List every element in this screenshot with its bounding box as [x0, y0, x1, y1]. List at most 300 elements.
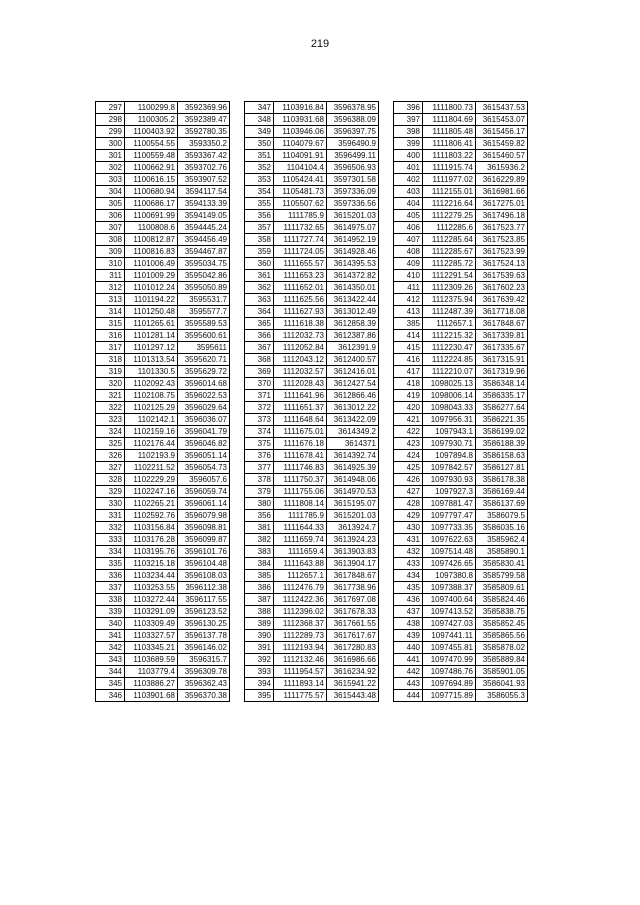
point-id-cell: 379	[245, 486, 274, 498]
y-coordinate-cell: 3597301.58	[327, 174, 379, 186]
y-coordinate-cell: 3586127.81	[476, 462, 528, 474]
y-coordinate-cell: 3585878.02	[476, 642, 528, 654]
x-coordinate-cell: 1105424.41	[274, 174, 327, 186]
point-id-cell: 345	[96, 678, 125, 690]
table-row	[96, 450, 230, 462]
y-coordinate-cell: 3617524.13	[476, 258, 528, 270]
x-coordinate-cell: 1111676.18	[274, 438, 327, 450]
y-coordinate-cell: 3595050.89	[178, 282, 230, 294]
table-row	[394, 234, 528, 246]
point-id-cell: 304	[96, 186, 125, 198]
y-coordinate-cell: 3617718.08	[476, 306, 528, 318]
x-coordinate-cell: 1097894.8	[423, 450, 476, 462]
table-row	[96, 354, 230, 366]
point-id-cell: 317	[96, 342, 125, 354]
x-coordinate-cell: 1097380.8	[423, 570, 476, 582]
point-id-cell: 397	[394, 114, 423, 126]
point-id-cell: 378	[245, 474, 274, 486]
y-coordinate-cell: 3617848.67	[327, 570, 379, 582]
table-row	[394, 666, 528, 678]
y-coordinate-cell: 3586335.17	[476, 390, 528, 402]
x-coordinate-cell: 1104104.4	[274, 162, 327, 174]
x-coordinate-cell: 1103779.4	[125, 666, 178, 678]
table-row	[96, 102, 230, 114]
point-id-cell: 316	[96, 330, 125, 342]
point-id-cell: 416	[394, 354, 423, 366]
table-row	[394, 690, 528, 702]
x-coordinate-cell: 1100299.8	[125, 102, 178, 114]
y-coordinate-cell: 3586055.3	[476, 690, 528, 702]
x-coordinate-cell: 1103345.21	[125, 642, 178, 654]
point-id-cell: 354	[245, 186, 274, 198]
coordinate-table-2	[244, 101, 379, 702]
table-row	[245, 414, 379, 426]
x-coordinate-cell: 1111893.14	[274, 678, 327, 690]
table-row	[394, 102, 528, 114]
point-id-cell: 321	[96, 390, 125, 402]
point-id-cell: 403	[394, 186, 423, 198]
y-coordinate-cell: 3596041.79	[178, 426, 230, 438]
y-coordinate-cell: 3613012.22	[327, 402, 379, 414]
coordinate-table-3	[393, 101, 528, 702]
table-row	[245, 618, 379, 630]
table-row	[245, 294, 379, 306]
point-id-cell: 356	[245, 210, 274, 222]
x-coordinate-cell: 1111800.73	[423, 102, 476, 114]
y-coordinate-cell: 3616234.92	[327, 666, 379, 678]
point-id-cell: 368	[245, 354, 274, 366]
table-row	[96, 174, 230, 186]
x-coordinate-cell: 1111627.93	[274, 306, 327, 318]
table-row	[394, 630, 528, 642]
y-coordinate-cell: 3586188.39	[476, 438, 528, 450]
table-row	[394, 654, 528, 666]
table-row	[96, 114, 230, 126]
y-coordinate-cell: 3617523.99	[476, 246, 528, 258]
x-coordinate-cell: 1111655.57	[274, 258, 327, 270]
table-row	[96, 486, 230, 498]
table-row	[394, 174, 528, 186]
table-row	[96, 606, 230, 618]
x-coordinate-cell: 1112368.37	[274, 618, 327, 630]
y-coordinate-cell: 3613012.49	[327, 306, 379, 318]
x-coordinate-cell: 1103156.84	[125, 522, 178, 534]
x-coordinate-cell: 1100403.92	[125, 126, 178, 138]
x-coordinate-cell: 1103234.44	[125, 570, 178, 582]
x-coordinate-cell: 1112309.26	[423, 282, 476, 294]
x-coordinate-cell: 1100662.91	[125, 162, 178, 174]
y-coordinate-cell: 3612400.57	[327, 354, 379, 366]
y-coordinate-cell: 3617280.83	[327, 642, 379, 654]
point-id-cell: 377	[245, 462, 274, 474]
point-id-cell: 349	[245, 126, 274, 138]
table-row	[96, 306, 230, 318]
table-row	[96, 258, 230, 270]
point-id-cell: 385	[394, 318, 423, 330]
y-coordinate-cell: 3617319.96	[476, 366, 528, 378]
point-id-cell: 337	[96, 582, 125, 594]
table-row	[394, 186, 528, 198]
point-id-cell: 419	[394, 390, 423, 402]
point-id-cell: 328	[96, 474, 125, 486]
x-coordinate-cell: 1102125.29	[125, 402, 178, 414]
point-id-cell: 322	[96, 402, 125, 414]
point-id-cell: 439	[394, 630, 423, 642]
table-row	[394, 510, 528, 522]
x-coordinate-cell: 1103215.18	[125, 558, 178, 570]
point-id-cell: 407	[394, 234, 423, 246]
point-id-cell: 332	[96, 522, 125, 534]
x-coordinate-cell: 1111785.9	[274, 510, 327, 522]
x-coordinate-cell: 1098006.14	[423, 390, 476, 402]
x-coordinate-cell: 1104091.91	[274, 150, 327, 162]
table-row	[394, 498, 528, 510]
table-row	[245, 486, 379, 498]
table-row	[394, 606, 528, 618]
table-row	[96, 186, 230, 198]
point-id-cell: 369	[245, 366, 274, 378]
table-row	[245, 510, 379, 522]
y-coordinate-cell: 3615459.82	[476, 138, 528, 150]
table-row	[394, 138, 528, 150]
point-id-cell: 405	[394, 210, 423, 222]
x-coordinate-cell: 1112230.47	[423, 342, 476, 354]
y-coordinate-cell: 3586079.5	[476, 510, 528, 522]
point-id-cell: 396	[394, 102, 423, 114]
y-coordinate-cell: 3617602.23	[476, 282, 528, 294]
x-coordinate-cell: 1111618.38	[274, 318, 327, 330]
x-coordinate-cell: 1100305.2	[125, 114, 178, 126]
point-id-cell: 401	[394, 162, 423, 174]
x-coordinate-cell: 1097927.3	[423, 486, 476, 498]
y-coordinate-cell: 3585852.45	[476, 618, 528, 630]
x-coordinate-cell: 1112285.6	[423, 222, 476, 234]
point-id-cell: 440	[394, 642, 423, 654]
y-coordinate-cell: 3614349.2	[327, 426, 379, 438]
x-coordinate-cell: 1111648.64	[274, 414, 327, 426]
y-coordinate-cell: 3596362.43	[178, 678, 230, 690]
y-coordinate-cell: 3614948.06	[327, 474, 379, 486]
table-row	[394, 534, 528, 546]
table-row	[245, 654, 379, 666]
y-coordinate-cell: 3613422.44	[327, 294, 379, 306]
table-row	[245, 570, 379, 582]
x-coordinate-cell: 1100691.99	[125, 210, 178, 222]
x-coordinate-cell: 1102193.9	[125, 450, 178, 462]
x-coordinate-cell: 1102592.76	[125, 510, 178, 522]
point-id-cell: 423	[394, 438, 423, 450]
point-id-cell: 297	[96, 102, 125, 114]
table-row	[245, 462, 379, 474]
x-coordinate-cell: 1103946.06	[274, 126, 327, 138]
x-coordinate-cell: 1112155.01	[423, 186, 476, 198]
point-id-cell: 334	[96, 546, 125, 558]
table-row	[394, 354, 528, 366]
x-coordinate-cell: 1103886.27	[125, 678, 178, 690]
x-coordinate-cell: 1097930.71	[423, 438, 476, 450]
x-coordinate-cell: 1112279.25	[423, 210, 476, 222]
table-row	[394, 438, 528, 450]
y-coordinate-cell: 3615453.07	[476, 114, 528, 126]
y-coordinate-cell: 3617639.42	[476, 294, 528, 306]
y-coordinate-cell: 3593350.2	[178, 138, 230, 150]
x-coordinate-cell: 1112043.12	[274, 354, 327, 366]
point-id-cell: 438	[394, 618, 423, 630]
x-coordinate-cell: 1111659.4	[274, 546, 327, 558]
table-row	[245, 558, 379, 570]
y-coordinate-cell: 3593702.76	[178, 162, 230, 174]
table-row	[245, 162, 379, 174]
point-id-cell: 363	[245, 294, 274, 306]
y-coordinate-cell: 3615456.17	[476, 126, 528, 138]
y-coordinate-cell: 3613903.83	[327, 546, 379, 558]
y-coordinate-cell: 3617523.77	[476, 222, 528, 234]
table-row	[96, 666, 230, 678]
y-coordinate-cell: 3612391.9	[327, 342, 379, 354]
x-coordinate-cell: 1101009.29	[125, 270, 178, 282]
y-coordinate-cell: 3617523.85	[476, 234, 528, 246]
y-coordinate-cell: 3594445.24	[178, 222, 230, 234]
y-coordinate-cell: 3586169.44	[476, 486, 528, 498]
point-id-cell: 313	[96, 294, 125, 306]
table-row	[245, 174, 379, 186]
table-row	[394, 126, 528, 138]
y-coordinate-cell: 3596315.7	[178, 654, 230, 666]
x-coordinate-cell: 1112132.46	[274, 654, 327, 666]
x-coordinate-cell: 1102211.52	[125, 462, 178, 474]
x-coordinate-cell: 1102265.21	[125, 498, 178, 510]
y-coordinate-cell: 3613422.09	[327, 414, 379, 426]
point-id-cell: 311	[96, 270, 125, 282]
table-row	[245, 690, 379, 702]
table-row	[245, 186, 379, 198]
y-coordinate-cell: 3596506.93	[327, 162, 379, 174]
point-id-cell: 424	[394, 450, 423, 462]
table-row	[394, 642, 528, 654]
table-row	[96, 270, 230, 282]
point-id-cell: 367	[245, 342, 274, 354]
point-id-cell: 351	[245, 150, 274, 162]
table-row	[245, 606, 379, 618]
point-id-cell: 412	[394, 294, 423, 306]
table-row	[394, 306, 528, 318]
point-id-cell: 432	[394, 546, 423, 558]
coordinate-table-1	[95, 101, 230, 702]
point-id-cell: 323	[96, 414, 125, 426]
y-coordinate-cell: 3595611	[178, 342, 230, 354]
y-coordinate-cell: 3596117.55	[178, 594, 230, 606]
x-coordinate-cell: 1101250.48	[125, 306, 178, 318]
table-row	[96, 426, 230, 438]
point-id-cell: 430	[394, 522, 423, 534]
point-id-cell: 387	[245, 594, 274, 606]
point-id-cell: 404	[394, 198, 423, 210]
point-id-cell: 434	[394, 570, 423, 582]
y-coordinate-cell: 3585962.4	[476, 534, 528, 546]
y-coordinate-cell: 3596054.73	[178, 462, 230, 474]
table-row	[394, 114, 528, 126]
point-id-cell: 374	[245, 426, 274, 438]
table-row	[245, 630, 379, 642]
point-id-cell: 358	[245, 234, 274, 246]
x-coordinate-cell: 1097400.64	[423, 594, 476, 606]
x-coordinate-cell: 1112476.79	[274, 582, 327, 594]
y-coordinate-cell: 3612858.39	[327, 318, 379, 330]
y-coordinate-cell: 3594149.05	[178, 210, 230, 222]
point-id-cell: 344	[96, 666, 125, 678]
table-row	[394, 330, 528, 342]
x-coordinate-cell: 1111755.06	[274, 486, 327, 498]
coordinate-tables	[0, 101, 640, 751]
table-row	[245, 222, 379, 234]
y-coordinate-cell: 3585799.58	[476, 570, 528, 582]
y-coordinate-cell: 3596101.76	[178, 546, 230, 558]
point-id-cell: 329	[96, 486, 125, 498]
x-coordinate-cell: 1103272.44	[125, 594, 178, 606]
table-row	[96, 234, 230, 246]
x-coordinate-cell: 1112285.67	[423, 246, 476, 258]
table-row	[96, 462, 230, 474]
y-coordinate-cell: 3586199.02	[476, 426, 528, 438]
table-row	[394, 594, 528, 606]
y-coordinate-cell: 3586277.64	[476, 402, 528, 414]
table-row	[96, 534, 230, 546]
y-coordinate-cell: 3595042.86	[178, 270, 230, 282]
table-row	[394, 486, 528, 498]
table-row	[245, 282, 379, 294]
point-id-cell: 429	[394, 510, 423, 522]
x-coordinate-cell: 1097930.93	[423, 474, 476, 486]
point-id-cell: 431	[394, 534, 423, 546]
table-row	[394, 546, 528, 558]
x-coordinate-cell: 1111954.57	[274, 666, 327, 678]
table-row	[96, 558, 230, 570]
table-row	[245, 246, 379, 258]
point-id-cell: 356	[245, 510, 274, 522]
y-coordinate-cell: 3617661.55	[327, 618, 379, 630]
table-row	[394, 414, 528, 426]
y-coordinate-cell: 3617678.33	[327, 606, 379, 618]
point-id-cell: 314	[96, 306, 125, 318]
x-coordinate-cell: 1112285.64	[423, 234, 476, 246]
table-row	[394, 582, 528, 594]
y-coordinate-cell: 3594133.39	[178, 198, 230, 210]
table-row	[394, 618, 528, 630]
x-coordinate-cell: 1103291.09	[125, 606, 178, 618]
x-coordinate-cell: 1097715.89	[423, 690, 476, 702]
x-coordinate-cell: 1111732.65	[274, 222, 327, 234]
table-row	[245, 306, 379, 318]
x-coordinate-cell: 1111915.74	[423, 162, 476, 174]
x-coordinate-cell: 1111643.88	[274, 558, 327, 570]
point-id-cell: 399	[394, 138, 423, 150]
point-id-cell: 417	[394, 366, 423, 378]
table-row	[96, 294, 230, 306]
table-row	[394, 342, 528, 354]
point-id-cell: 339	[96, 606, 125, 618]
table-row	[245, 210, 379, 222]
table-row	[245, 378, 379, 390]
table-row	[394, 246, 528, 258]
x-coordinate-cell: 1111808.14	[274, 498, 327, 510]
table-row	[96, 366, 230, 378]
x-coordinate-cell: 1097956.31	[423, 414, 476, 426]
point-id-cell: 362	[245, 282, 274, 294]
table-row	[394, 270, 528, 282]
y-coordinate-cell: 3596029.64	[178, 402, 230, 414]
y-coordinate-cell: 3617697.08	[327, 594, 379, 606]
y-coordinate-cell: 3596051.14	[178, 450, 230, 462]
y-coordinate-cell: 3616981.66	[476, 186, 528, 198]
y-coordinate-cell: 3586041.93	[476, 678, 528, 690]
table-row	[96, 342, 230, 354]
x-coordinate-cell: 1097943.1	[423, 426, 476, 438]
x-coordinate-cell: 1097842.57	[423, 462, 476, 474]
table-row	[96, 210, 230, 222]
x-coordinate-cell: 1112291.54	[423, 270, 476, 282]
point-id-cell: 306	[96, 210, 125, 222]
y-coordinate-cell: 3586221.35	[476, 414, 528, 426]
x-coordinate-cell: 1111746.83	[274, 462, 327, 474]
table-row	[394, 426, 528, 438]
y-coordinate-cell: 3613904.17	[327, 558, 379, 570]
point-id-cell: 364	[245, 306, 274, 318]
x-coordinate-cell: 1101265.61	[125, 318, 178, 330]
x-coordinate-cell: 1100554.55	[125, 138, 178, 150]
y-coordinate-cell: 3596022.53	[178, 390, 230, 402]
y-coordinate-cell: 3586178.38	[476, 474, 528, 486]
point-id-cell: 341	[96, 630, 125, 642]
table-row	[96, 162, 230, 174]
y-coordinate-cell: 3617539.63	[476, 270, 528, 282]
table-row	[96, 678, 230, 690]
table-row	[394, 474, 528, 486]
y-coordinate-cell: 3614350.01	[327, 282, 379, 294]
y-coordinate-cell: 3612416.01	[327, 366, 379, 378]
table-row	[394, 450, 528, 462]
point-id-cell: 395	[245, 690, 274, 702]
x-coordinate-cell: 1111750.37	[274, 474, 327, 486]
y-coordinate-cell: 3596397.75	[327, 126, 379, 138]
x-coordinate-cell: 1097486.76	[423, 666, 476, 678]
table-row	[96, 582, 230, 594]
table-row	[394, 402, 528, 414]
table-row	[96, 150, 230, 162]
y-coordinate-cell: 3596499.11	[327, 150, 379, 162]
y-coordinate-cell: 3596059.74	[178, 486, 230, 498]
x-coordinate-cell: 1097514.48	[423, 546, 476, 558]
point-id-cell: 385	[245, 570, 274, 582]
table-row	[394, 150, 528, 162]
x-coordinate-cell: 1111785.9	[274, 210, 327, 222]
x-coordinate-cell: 1111644.33	[274, 522, 327, 534]
x-coordinate-cell: 1097441.11	[423, 630, 476, 642]
point-id-cell: 380	[245, 498, 274, 510]
point-id-cell: 392	[245, 654, 274, 666]
x-coordinate-cell: 1097797.47	[423, 510, 476, 522]
point-id-cell: 398	[394, 126, 423, 138]
table-row	[394, 258, 528, 270]
table-row	[96, 642, 230, 654]
table-row	[245, 594, 379, 606]
y-coordinate-cell: 3586348.14	[476, 378, 528, 390]
point-id-cell: 333	[96, 534, 125, 546]
x-coordinate-cell: 1112657.1	[423, 318, 476, 330]
y-coordinate-cell: 3595577.7	[178, 306, 230, 318]
y-coordinate-cell: 3614395.53	[327, 258, 379, 270]
table-row	[96, 498, 230, 510]
x-coordinate-cell: 1111805.48	[423, 126, 476, 138]
